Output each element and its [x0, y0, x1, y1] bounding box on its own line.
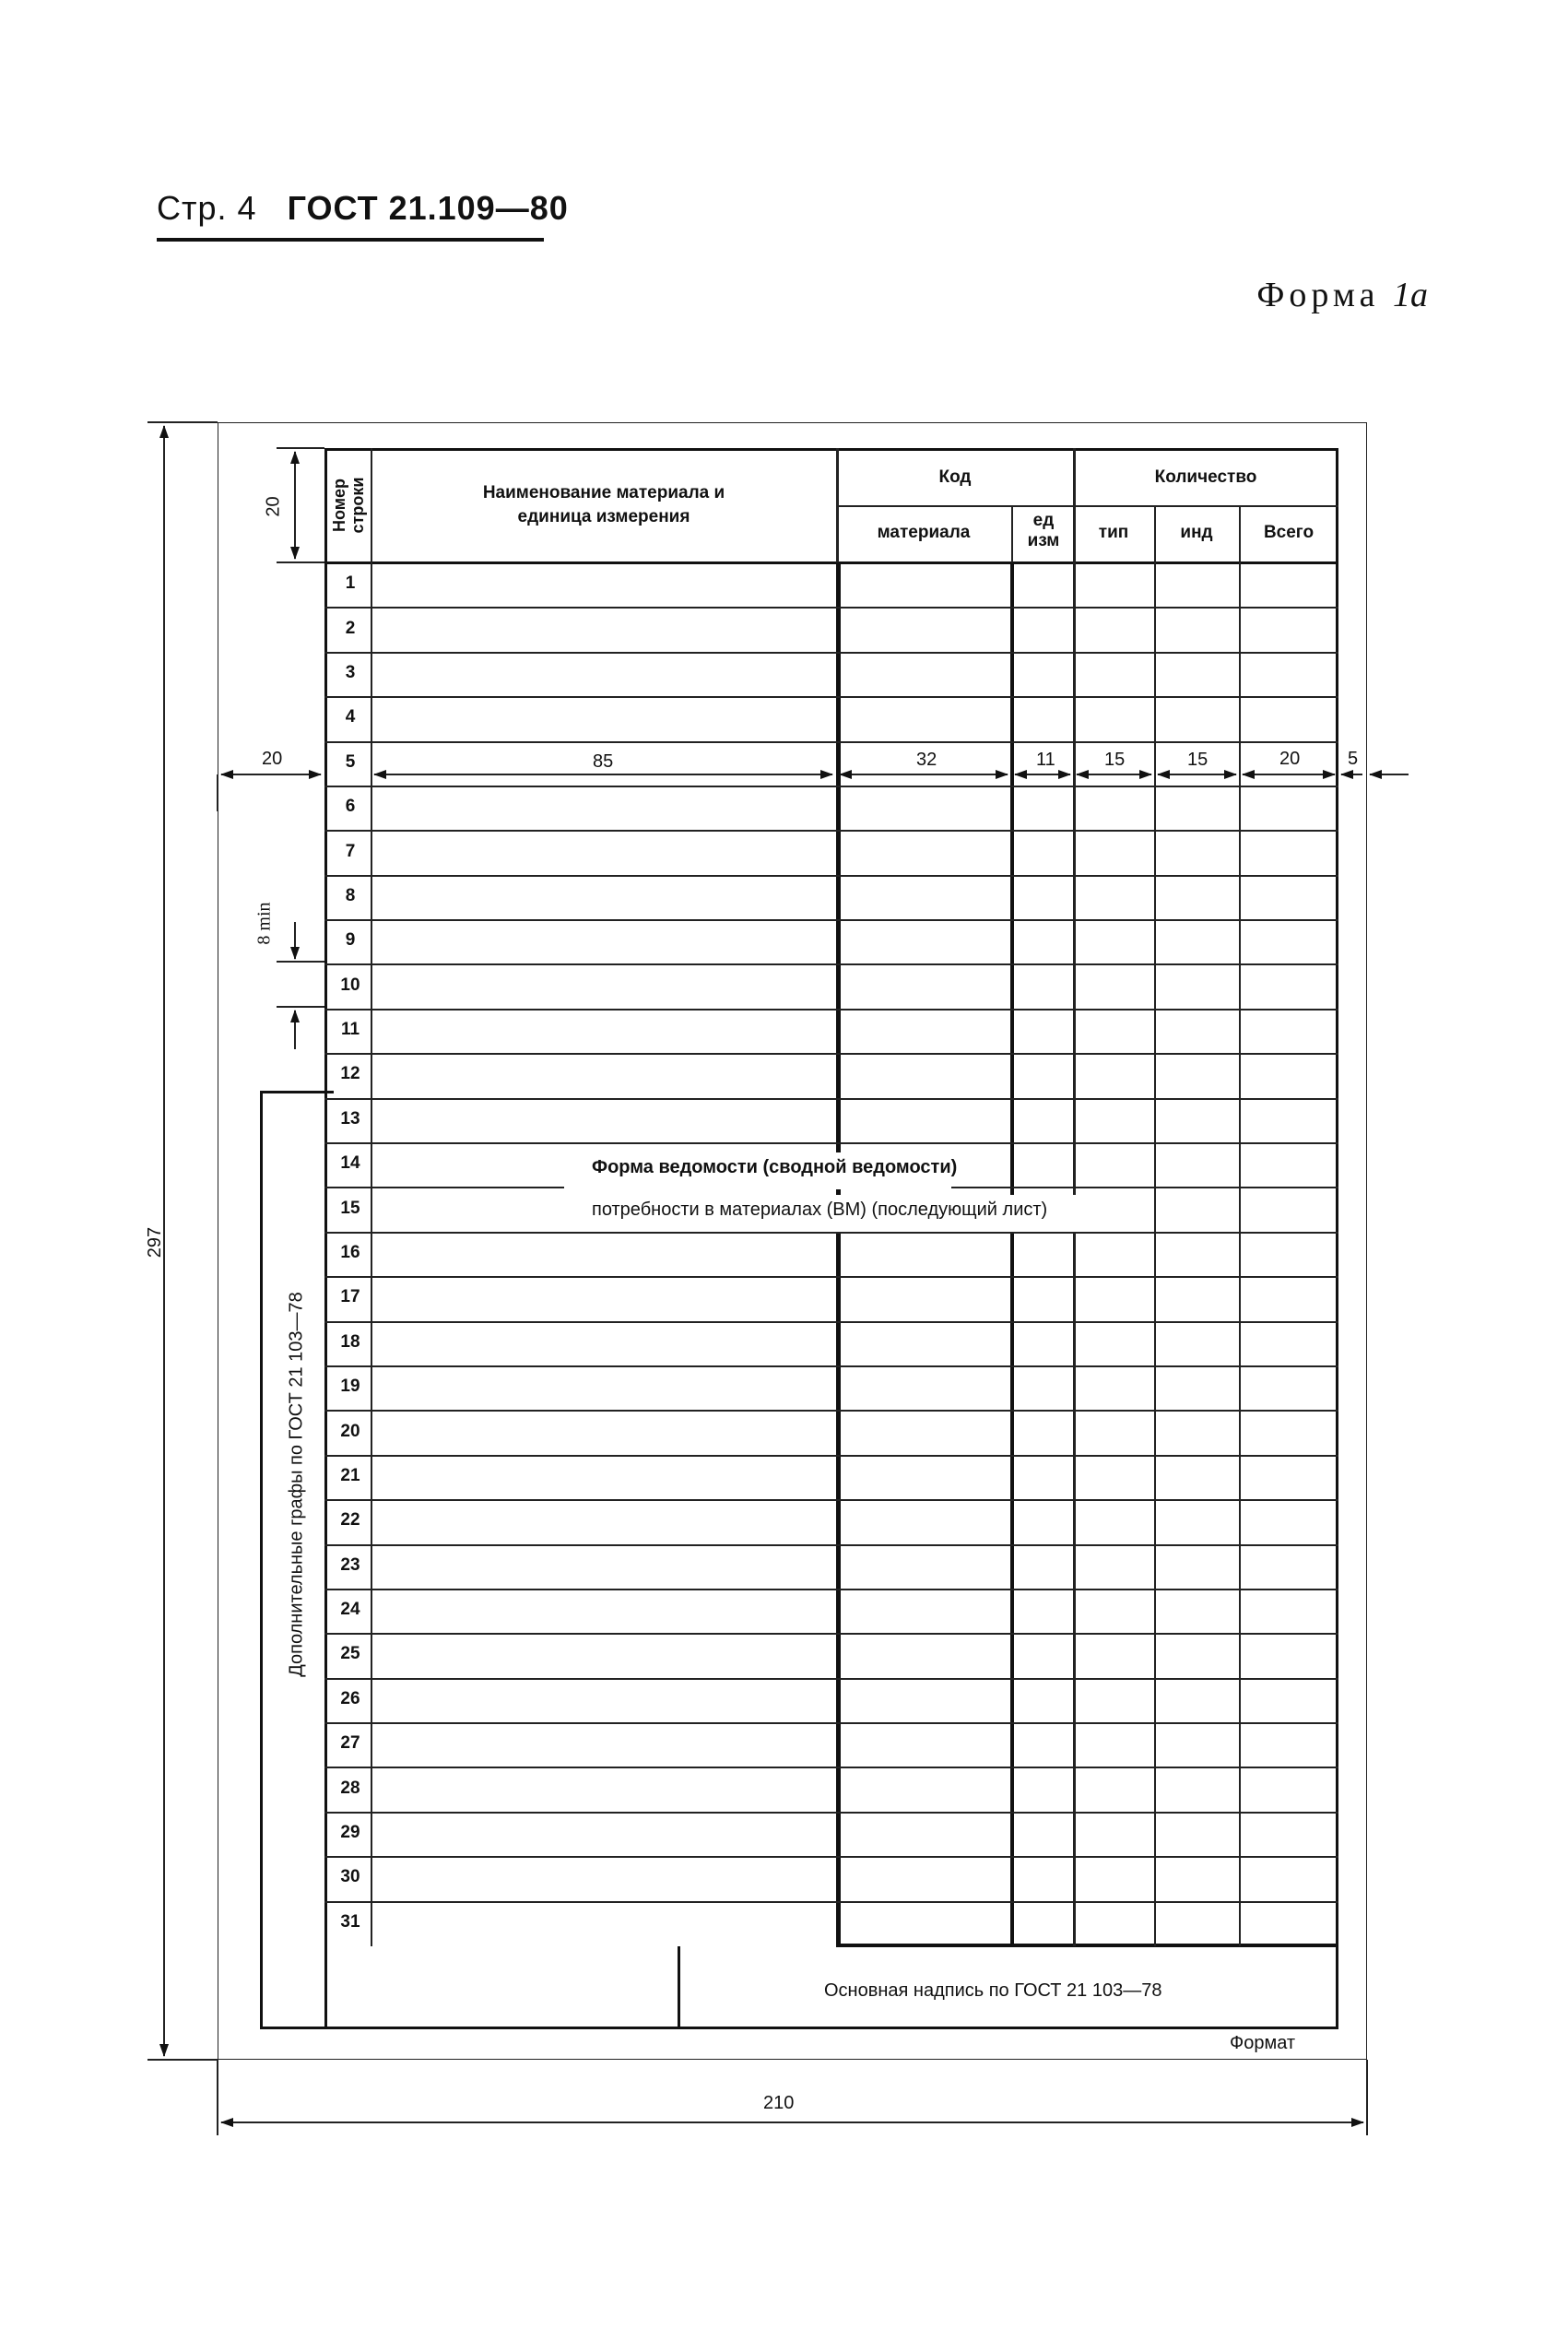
row-number: 15: [340, 1199, 360, 1218]
row-number: 2: [345, 619, 356, 638]
row-number: 14: [340, 1153, 360, 1173]
standard-code: ГОСТ 21.109—80: [287, 189, 569, 227]
row-number: 18: [340, 1332, 360, 1352]
row-number: 20: [340, 1422, 360, 1441]
page-number: Стр. 4: [157, 189, 257, 227]
dim-col-ind: 15: [1187, 750, 1208, 770]
col-unit-header: ед изм: [1027, 511, 1060, 550]
group-quantity-header: Количество: [1154, 467, 1257, 487]
dim-col-material: 32: [916, 750, 937, 770]
dim-col-type: 15: [1104, 750, 1126, 770]
col-type-header: тип: [1098, 523, 1129, 542]
row-number: 26: [340, 1689, 360, 1708]
dim-height: 297: [145, 1226, 166, 1259]
row-number: 17: [340, 1287, 360, 1306]
row-number: 1: [345, 573, 356, 593]
col-name-header: Наименование материала и единица измерения: [482, 483, 725, 526]
row-number: 27: [340, 1733, 360, 1753]
dim-left-margin: 20: [262, 749, 283, 769]
row-number: 23: [340, 1555, 360, 1575]
row-number: 22: [340, 1510, 360, 1530]
overlay-title-line-1: Форма ведомости (сводной ведомости): [592, 1157, 958, 1177]
col-ind-header: инд: [1180, 523, 1213, 542]
form-number: 1а: [1393, 276, 1428, 314]
row-number: 21: [340, 1466, 360, 1485]
row-number: 31: [340, 1912, 360, 1932]
format-label: Формат: [1230, 2033, 1296, 2053]
row-number: 13: [340, 1109, 360, 1129]
row-number: 4: [345, 707, 356, 727]
row-number: 8: [345, 886, 356, 905]
row-number: 3: [345, 663, 356, 682]
col-row-number-header: Номер строки: [330, 477, 367, 534]
dim-col-total: 20: [1279, 749, 1301, 769]
row-number: 6: [345, 797, 356, 816]
dim-row-min: 8 min: [253, 902, 275, 945]
row-number: 11: [340, 1020, 360, 1039]
overlay-title-line-2: потребности в материалах (ВМ) (последующий лист): [592, 1200, 1048, 1220]
title-block-label: Основная надпись по ГОСТ 21 103—78: [824, 1980, 1162, 2001]
row-number: 16: [340, 1243, 360, 1262]
dim-header-height: 20: [263, 496, 284, 517]
row-number: 9: [345, 930, 356, 950]
row-number: 30: [340, 1867, 360, 1886]
row-number: 25: [340, 1644, 360, 1663]
row-number: 7: [345, 842, 356, 861]
col-material-header: материала: [877, 523, 971, 542]
row-number: 12: [340, 1064, 360, 1083]
row-number: 28: [340, 1779, 360, 1798]
row-number: 10: [340, 975, 360, 995]
form-word: Форма: [1256, 276, 1380, 314]
row-number: 29: [340, 1823, 360, 1842]
row-number: 5: [345, 752, 356, 772]
dim-col-unit: 11: [1036, 750, 1055, 770]
col-total-header: Всего: [1263, 523, 1315, 542]
group-code-header: Код: [938, 467, 972, 487]
dim-right-margin: 5: [1348, 749, 1359, 769]
row-number: 19: [340, 1377, 360, 1396]
dim-col-name: 85: [593, 751, 614, 772]
additional-columns-label: Дополнительные графы по ГОСТ 21 103—78: [286, 1292, 307, 1677]
row-number: 24: [340, 1600, 360, 1619]
dim-width: 210: [763, 2093, 795, 2113]
